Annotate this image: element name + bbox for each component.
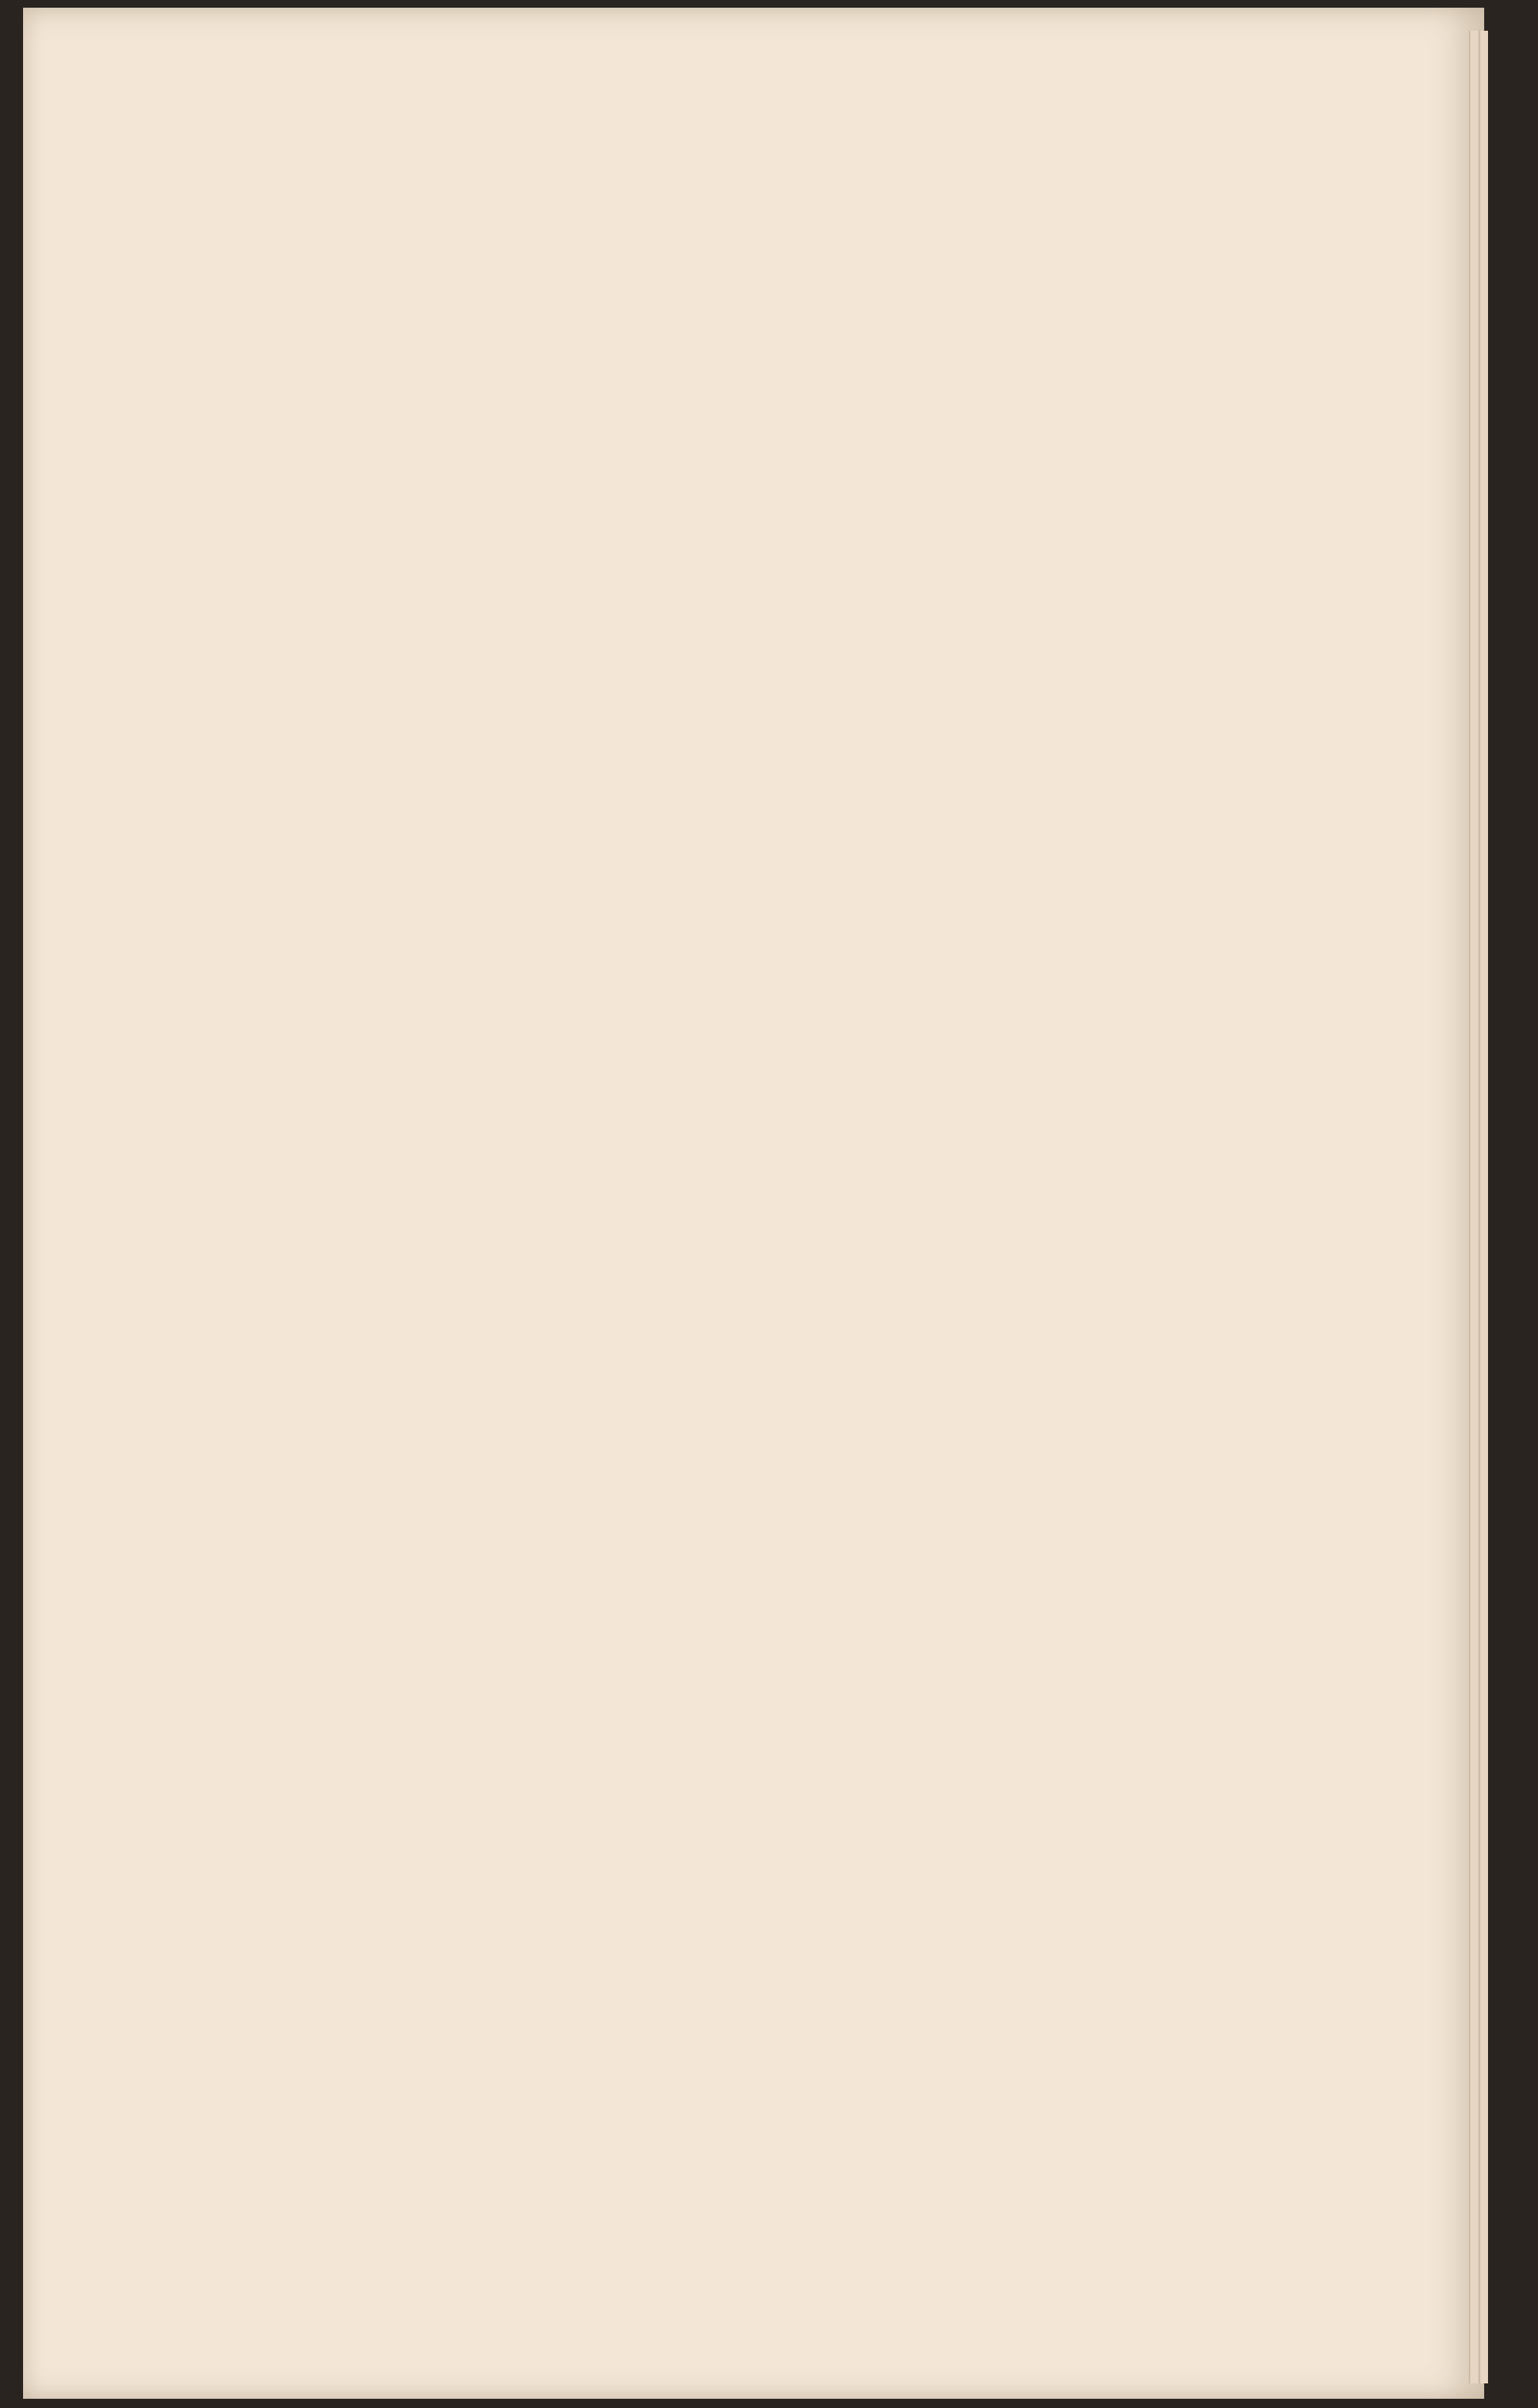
book-page	[23, 8, 1484, 2399]
page-edge	[1479, 31, 1488, 2383]
page-content	[231, 304, 1184, 334]
page-edge	[1469, 31, 1478, 2383]
